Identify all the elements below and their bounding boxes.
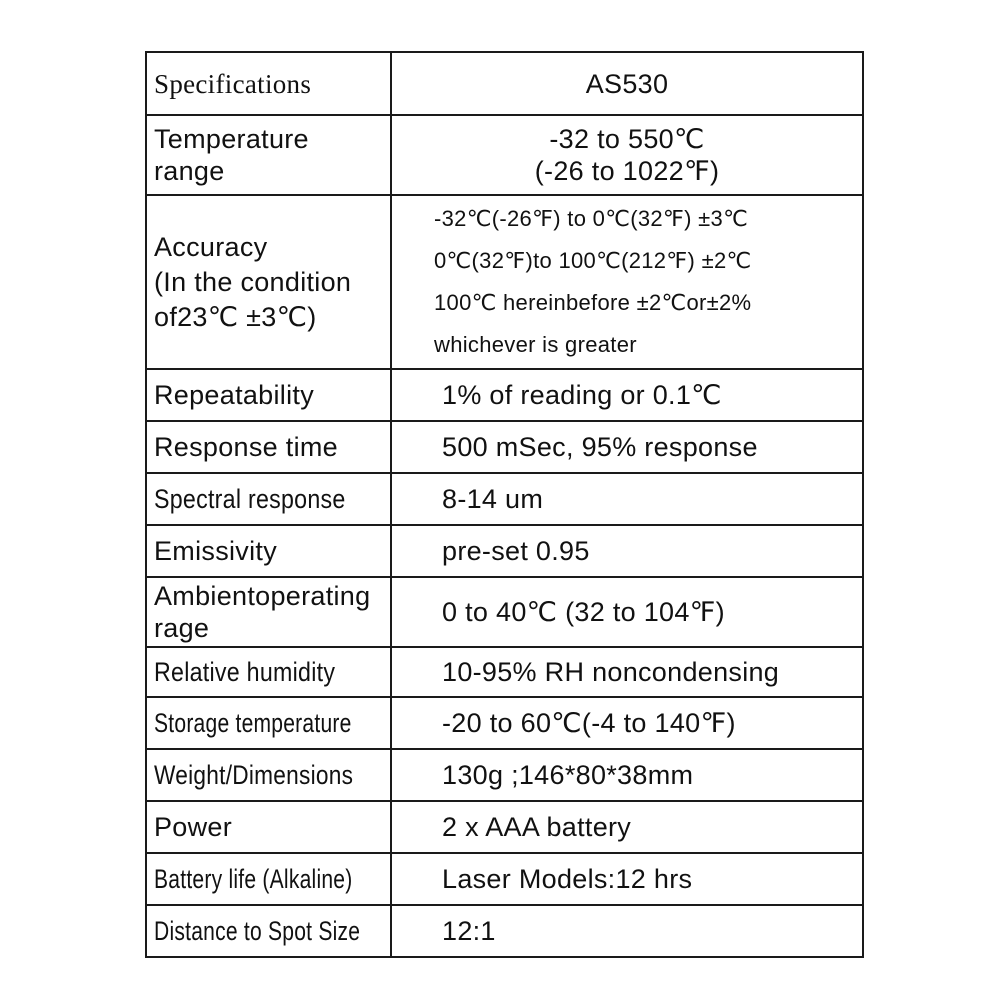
header-model: AS530 <box>391 52 863 115</box>
relative-humidity-value: 10-95% RH noncondensing <box>391 647 863 697</box>
table-row-storage-temperature <box>146 697 863 749</box>
temperature-range-label-line1: Temperature <box>154 124 309 154</box>
accuracy-label-line1: Accuracy <box>154 231 268 262</box>
accuracy-label <box>146 195 391 369</box>
response-time-value: 500 mSec, 95% response <box>391 421 863 473</box>
table-row-spectral-response <box>146 473 863 525</box>
power-value: 2 x AAA battery <box>391 801 863 853</box>
table-row-weight-dimensions <box>146 749 863 801</box>
accuracy-value-line4: whichever is greater <box>434 332 637 357</box>
temperature-range-label <box>146 115 391 195</box>
battery-life-value: Laser Models:12 hrs <box>391 853 863 905</box>
relative-humidity-label <box>146 647 391 697</box>
spectral-response-label-text: Spectral response <box>154 484 346 514</box>
temperature-range-value-line2: (-26 to 1022℉) <box>534 156 720 186</box>
ambient-operating-label-line1: Ambientoperating <box>154 581 371 611</box>
table-row-repeatability <box>146 369 863 421</box>
table-row-battery-life <box>146 853 863 905</box>
table-row-relative-humidity <box>146 647 863 697</box>
temperature-range-value-line1: -32 to 550℃ <box>549 124 705 154</box>
table-row-response-time <box>146 421 863 473</box>
relative-humidity-label-text: Relative humidity <box>154 657 336 687</box>
ambient-operating-value: 0 to 40℃ (32 to 104℉) <box>391 577 863 647</box>
accuracy-value-line2: 0℃(32℉)to 100℃(212℉) ±2℃ <box>434 248 752 273</box>
accuracy-value-line1: -32℃(-26℉) to 0℃(32℉) ±3℃ <box>434 206 749 231</box>
table-row-accuracy <box>146 195 863 369</box>
battery-life-label-text: Battery life (Alkaline) <box>154 864 353 894</box>
temperature-range-value <box>391 115 863 195</box>
repeatability-value: 1% of reading or 0.1℃ <box>391 369 863 421</box>
accuracy-label-line2: (In the condition <box>154 266 352 297</box>
storage-temperature-value: -20 to 60℃(-4 to 140℉) <box>391 697 863 749</box>
weight-dimensions-label <box>146 749 391 801</box>
accuracy-value <box>391 195 863 369</box>
ambient-operating-label-line2: rage <box>154 613 210 643</box>
temperature-range-label-line2: range <box>154 156 225 186</box>
table-row-distance-spot <box>146 905 863 957</box>
weight-dimensions-value: 130g ;146*80*38mm <box>391 749 863 801</box>
distance-spot-label <box>146 905 391 957</box>
table-row-temperature-range <box>146 115 863 195</box>
power-label: Power <box>146 801 391 853</box>
specifications-table <box>145 51 864 958</box>
emissivity-value: pre-set 0.95 <box>391 525 863 577</box>
table-row-ambient-operating <box>146 577 863 647</box>
table-row-header <box>146 52 863 115</box>
storage-temperature-label-text: Storage temperature <box>154 708 352 738</box>
repeatability-label: Repeatability <box>146 369 391 421</box>
response-time-label: Response time <box>146 421 391 473</box>
emissivity-label: Emissivity <box>146 525 391 577</box>
spectral-response-label <box>146 473 391 525</box>
distance-spot-label-text: Distance to Spot Size <box>154 916 361 946</box>
table-row-power <box>146 801 863 853</box>
header-label: Specifications <box>146 52 391 115</box>
weight-dimensions-label-text: Weight/Dimensions <box>154 760 354 790</box>
spectral-response-value: 8-14 um <box>391 473 863 525</box>
storage-temperature-label <box>146 697 391 749</box>
table-row-emissivity <box>146 525 863 577</box>
accuracy-value-line3: 100℃ hereinbefore ±2℃or±2% <box>434 290 752 315</box>
battery-life-label <box>146 853 391 905</box>
distance-spot-value: 12:1 <box>391 905 863 957</box>
accuracy-label-line3: of23℃ ±3℃) <box>154 301 317 332</box>
ambient-operating-label <box>146 577 391 647</box>
